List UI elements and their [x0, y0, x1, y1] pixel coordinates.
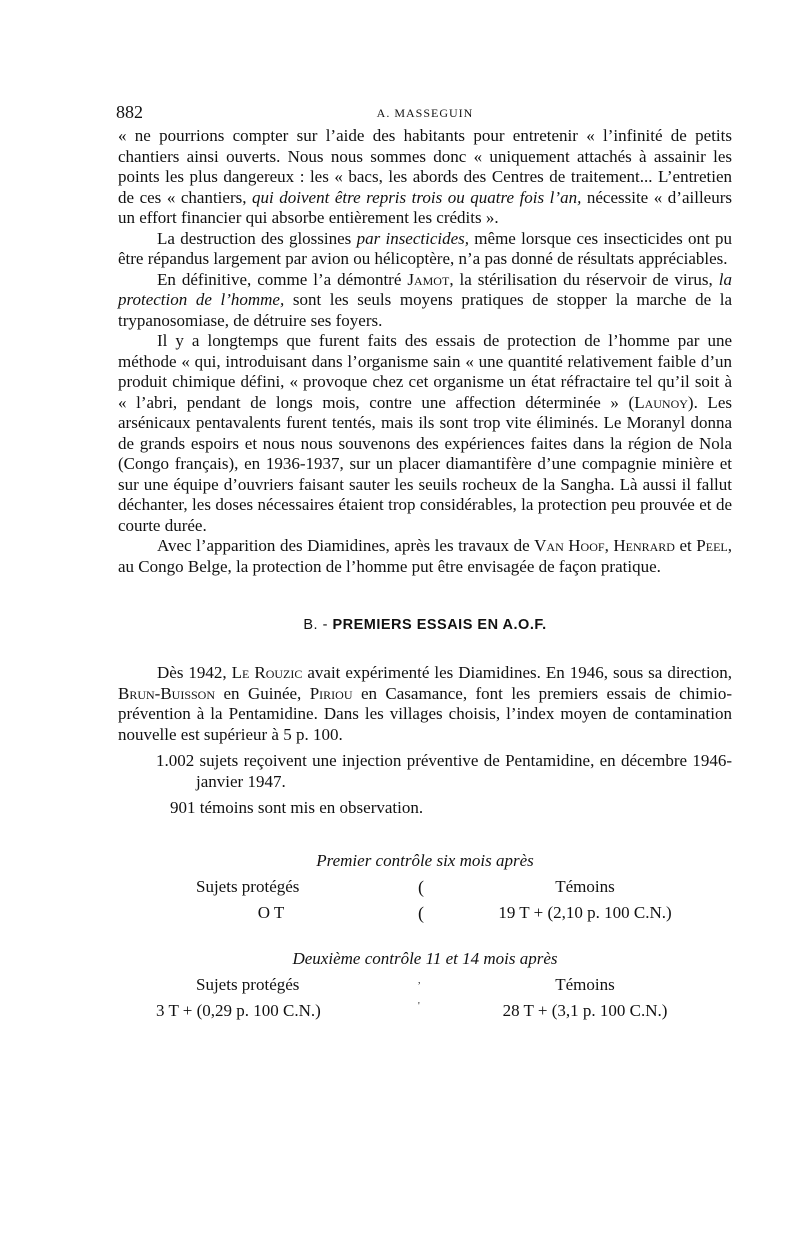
brace-glyph: (: [418, 876, 424, 897]
section-prefix: B. -: [303, 617, 333, 633]
brace-glyph: (: [418, 902, 424, 923]
paragraph-subjects-injected: 1.002 sujets reçoivent une injection préventive de Pentamidine, en décembre 1946-janvier 1947.: [156, 751, 732, 791]
paragraph-witnesses: 901 témoins sont mis en observation.: [170, 798, 424, 817]
author-name: Jamot: [407, 269, 450, 289]
author-name: Brun-Buisson: [118, 683, 216, 703]
text-span: « ne pourrions compter sur l’aide des habitants pour entretenir « l’infinité de petits chantiers ainsi ouverts. Nous nous sommes donc « uniquement attachés à assainir les points les plus dangereux : les « bacs, les abords des Centres de traitement... L’entretien de ces « chantiers,: [118, 126, 732, 207]
control-block-first: [118, 851, 732, 947]
paragraph-insecticides: [118, 229, 732, 270]
text-span: même lorsque ces insecticides ont pu être répandus largement par avion ou hélicoptère, n’a pas donné de résultats appréciables.: [118, 228, 733, 268]
brace-glyph: ': [418, 1000, 420, 1012]
text-span: en Guinée,: [215, 683, 310, 703]
text-span: , au Congo Belge, la protection de l’homme put être envisagée de façon pratique.: [118, 536, 732, 576]
paragraph-first-trials: [118, 663, 732, 745]
left-value: 3 T + (0,29 p. 100 C.N.): [156, 1000, 321, 1020]
left-value: O T: [257, 902, 285, 922]
paragraph-protection-history: [118, 331, 732, 536]
section-title: PREMIERS ESSAIS EN A.O.F.: [332, 617, 547, 633]
author-name: Le Rouzic: [231, 663, 303, 682]
paragraph-definitive: [118, 270, 732, 332]
text-span: en Casamance, font les premiers essais de chimio-prévention à la Pentamidine. Dans les villages choisis, l’index moyen de contamination nouvelle est supérieur à 5 p. 100.: [118, 683, 732, 744]
section-body: [118, 663, 732, 819]
page-number: 882: [116, 102, 143, 122]
author-name: Piriou: [309, 683, 353, 703]
page-header: [118, 100, 732, 126]
text-span: La destruction des glossines: [157, 228, 357, 248]
author-name: Launoy: [634, 392, 688, 412]
author-name: Peel: [696, 536, 728, 555]
text-span: sont les seuls moyens pratiques de stopper la marche de la trypanosomiase, de détruire ses foyers.: [118, 290, 732, 330]
running-head: A. MASSEGUIN: [376, 106, 474, 120]
paragraph-quote-continuation: [118, 126, 732, 229]
text-span: En définitive, comme l’a démontré: [157, 269, 408, 289]
italic-span: qui doivent être repris trois ou quatre fois l’an,: [252, 187, 582, 207]
right-value: 19 T + (2,10 p. 100 C.N.): [498, 902, 672, 922]
brace-glyph: ,: [418, 974, 421, 986]
text-span: Il y a longtemps que furent faits des essais de protection de l’homme par une méthode « qui, introduisant dans l’organisme sain « une quantité relativement faible d’un produit chimique défini, « provoque chez cet organisme un état réfractaire tel qu’il soit à « l’abri, pendant de longs mois, contre une affection déterminée » (: [118, 331, 732, 412]
right-value: 28 T + (3,1 p. 100 C.N.): [502, 1000, 668, 1020]
body-text: [118, 126, 732, 577]
paragraph-diamidines: [118, 536, 732, 577]
text-span: , la stérilisation du réservoir de virus,: [449, 269, 719, 289]
text-span: ). Les arsénicaux pentavalents furent tentés, mais ils sont trop vite éliminés. Le Moranyl donna de grands espoirs et nous nous souvenons des expériences faites dans la région de Nola (Congo français), en 1936-1937, sur un placer diamantifère d’une compagnie minière et sur une équipe d’ouvriers faisant sauter les seuils rocheux de la Sangha. Là aussi il fallut déchanter, les doses nécessaires étaient trop considérables, la protection peu prouvée et de courte durée.: [118, 392, 732, 535]
right-header: Témoins: [555, 876, 615, 896]
italic-span: la protection de l’homme,: [118, 269, 732, 309]
page: [118, 100, 732, 1045]
text-span: Dès 1942,: [157, 663, 232, 682]
text-span: ,: [604, 536, 614, 555]
left-header: Sujets protégés: [196, 974, 300, 994]
right-header: Témoins: [555, 974, 615, 994]
control-title: Premier contrôle six mois après: [316, 850, 534, 870]
text-span: Avec l’apparition des Diamidines, après les travaux de: [157, 536, 535, 555]
italic-span: par insecticides,: [356, 228, 470, 248]
author-name: Van Hoof: [534, 536, 605, 555]
text-span: avait expérimenté les Diamidines. En 1946, sous sa direction,: [302, 663, 732, 682]
control-block-second: [118, 949, 732, 1045]
section-heading: [118, 617, 732, 633]
author-name: Henrard: [613, 536, 675, 555]
text-span: et: [674, 536, 697, 555]
left-header: Sujets protégés: [196, 876, 300, 896]
text-span: nécessite « d’ailleurs un effort financier qui absorbe entièrement les crédits ».: [118, 187, 732, 227]
control-title: Deuxième contrôle 11 et 14 mois après: [292, 948, 558, 968]
